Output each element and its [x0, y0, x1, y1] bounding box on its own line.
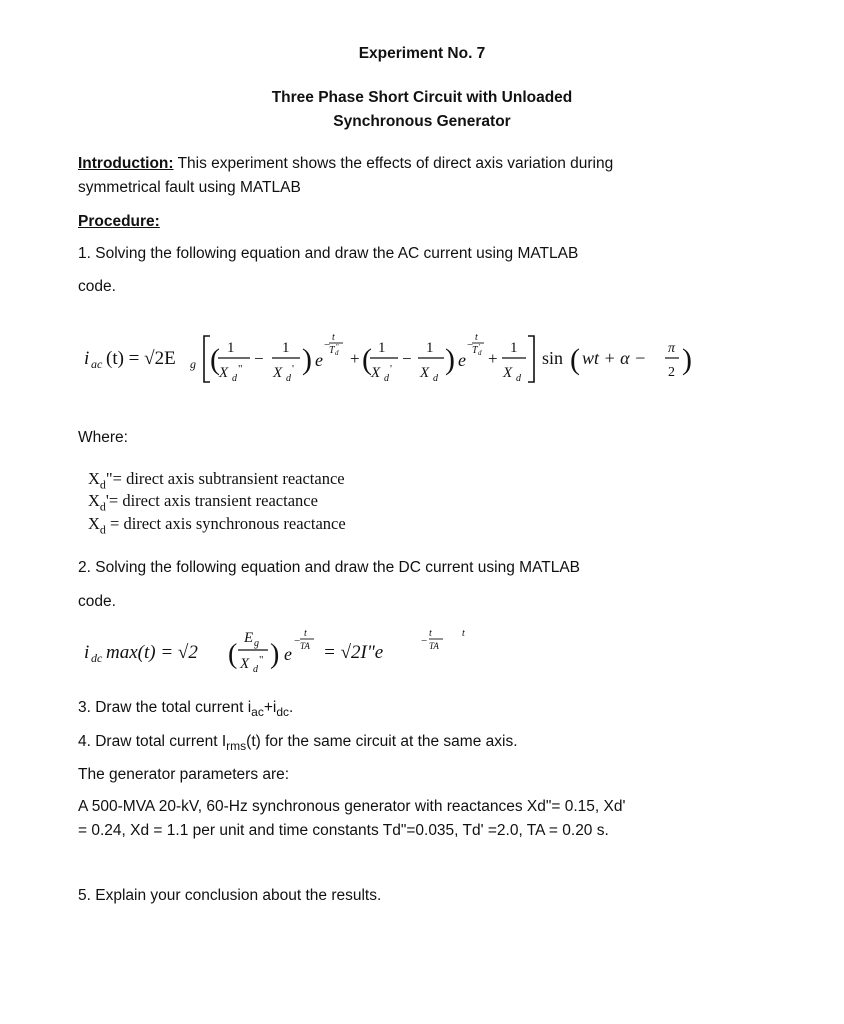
- svg-text:t: t: [462, 628, 465, 639]
- svg-text:X: X: [273, 365, 283, 381]
- eq-dc-e: e: [284, 644, 292, 664]
- svg-text:d: d: [335, 349, 339, 357]
- eq-ac-pi: π: [668, 341, 676, 356]
- svg-text:): ): [445, 343, 455, 376]
- svg-text:X: X: [420, 365, 430, 381]
- svg-text:t: t: [475, 332, 478, 343]
- step-5: 5. Explain your conclusion about the results.: [78, 887, 382, 904]
- svg-text:X: X: [503, 365, 513, 381]
- svg-text:−: −: [402, 349, 412, 368]
- eq-ac-lhs-arg: (t) = √2E: [106, 348, 176, 369]
- step-1-line-1: 1. Solving the following equation and draw the AC current using MATLAB: [78, 245, 579, 262]
- frac2-den-sub: d: [286, 373, 291, 384]
- svg-text:+: +: [488, 349, 498, 368]
- eq-dc-rhs: = √2I"e: [323, 642, 384, 663]
- frac1-den-prime: ": [238, 363, 243, 375]
- eq-ac-lhs: i: [84, 348, 90, 369]
- svg-text:(: (: [570, 343, 580, 376]
- step-3: 3. Draw the total current $i_{ac}+i_{dc}$.: [78, 699, 294, 720]
- eq-dc-t: t: [304, 628, 307, 639]
- step-4: 4. Draw total current $I_{rms}(t)$ for the same circuit at the same axis.: [78, 733, 518, 754]
- svg-text:(: (: [228, 639, 238, 670]
- eq-ac-sin-arg: wt + α −: [582, 348, 647, 368]
- exp-minus-1: −: [324, 339, 331, 351]
- frac2-num: 1: [282, 340, 290, 356]
- eq-dc-lhs: i: [84, 642, 90, 663]
- svg-text:T: T: [472, 345, 478, 356]
- introduction-text-2: symmetrical fault using MATLAB: [78, 179, 301, 196]
- eq-dc-num-sub: g: [254, 638, 259, 649]
- eq-dc-den: X: [240, 656, 250, 672]
- svg-text:−: −: [421, 635, 428, 647]
- svg-text:': ': [479, 343, 481, 351]
- svg-text:e: e: [458, 350, 466, 370]
- step-1-line-2: code.: [78, 278, 116, 295]
- svg-text:TA: TA: [429, 641, 439, 651]
- introduction-text-1: This experiment shows the effects of direct axis variation during: [173, 155, 614, 172]
- svg-text:X: X: [371, 365, 381, 381]
- exp-base-1: e: [315, 350, 323, 370]
- frac2-den-prime: ': [292, 363, 294, 375]
- eq-ac-sin: sin: [542, 348, 564, 368]
- ac-current-equation: [70, 322, 750, 392]
- exp-num-1: t: [332, 332, 335, 343]
- svg-text:−: −: [467, 339, 474, 351]
- procedure-label: Procedure:: [78, 213, 160, 230]
- paren-open-2: (: [362, 343, 372, 376]
- svg-text:−: −: [294, 635, 301, 647]
- eq-dc-den-sub: d: [253, 664, 258, 675]
- svg-text:t: t: [429, 628, 432, 639]
- plus-1: +: [350, 349, 360, 368]
- eq-dc-den-prime: ": [259, 654, 264, 666]
- frac1-num: 1: [227, 340, 235, 356]
- eq-dc-num: E: [244, 630, 254, 646]
- introduction-line-1: [78, 154, 613, 174]
- frac1-den-sub: d: [232, 373, 237, 384]
- eq-ac-two: 2: [668, 365, 675, 380]
- parameters-line-2: = 0.24, Xd = 1.1 per unit and time constants Td"=0.035, Td' =2.0, TA = 0.20 s.: [78, 822, 609, 839]
- parameters-line-1: A 500-MVA 20-kV, 60-Hz synchronous generator with reactances Xd"= 0.15, Xd': [78, 798, 626, 815]
- svg-text:X: X: [219, 365, 229, 381]
- eq-dc-lhs-rest: max(t) = √2: [106, 642, 198, 663]
- svg-text:1: 1: [426, 340, 434, 356]
- parameters-label: The generator parameters are:: [78, 766, 290, 783]
- definition-subtransient: $X_d"=$ direct axis subtransient reactance: [88, 469, 345, 492]
- step-2-line-1: 2. Solving the following equation and draw the DC current using MATLAB: [78, 559, 581, 576]
- document-title: Experiment No. 7: [358, 45, 486, 62]
- right-bracket: [528, 336, 534, 382]
- eq-ac-lhs-sub: ac: [91, 357, 103, 371]
- paren-open-1: (: [210, 343, 220, 376]
- svg-text:T: T: [329, 345, 335, 356]
- definition-synchronous: $X_d$ = direct axis synchronous reactance: [88, 514, 346, 537]
- svg-text:": ": [336, 343, 339, 351]
- svg-text:1: 1: [510, 340, 518, 356]
- svg-text:): ): [270, 639, 280, 670]
- svg-text:': ': [390, 363, 392, 375]
- minus-1: −: [254, 349, 264, 368]
- frac3-num: 1: [378, 340, 386, 356]
- eq-ac-eg-sub: g: [190, 357, 196, 371]
- where-label: Where:: [78, 429, 128, 446]
- definition-transient: $X_d'=$ direct axis transient reactance: [88, 491, 318, 514]
- svg-text:d: d: [478, 349, 482, 357]
- introduction-label: Introduction:: [78, 155, 174, 172]
- svg-text:d: d: [384, 373, 389, 384]
- svg-text:): ): [682, 343, 692, 376]
- svg-text:d: d: [516, 373, 521, 384]
- dc-current-equation: [78, 620, 518, 680]
- subtitle-line-1: Three Phase Short Circuit with Unloaded: [271, 89, 573, 106]
- eq-dc-lhs-sub: dc: [91, 651, 103, 665]
- svg-text:d: d: [433, 373, 438, 384]
- eq-dc-ta: TA: [300, 641, 310, 651]
- paren-close-1: ): [302, 343, 312, 376]
- step-2-line-2: code.: [78, 593, 116, 610]
- subtitle-line-2: Synchronous Generator: [333, 113, 511, 130]
